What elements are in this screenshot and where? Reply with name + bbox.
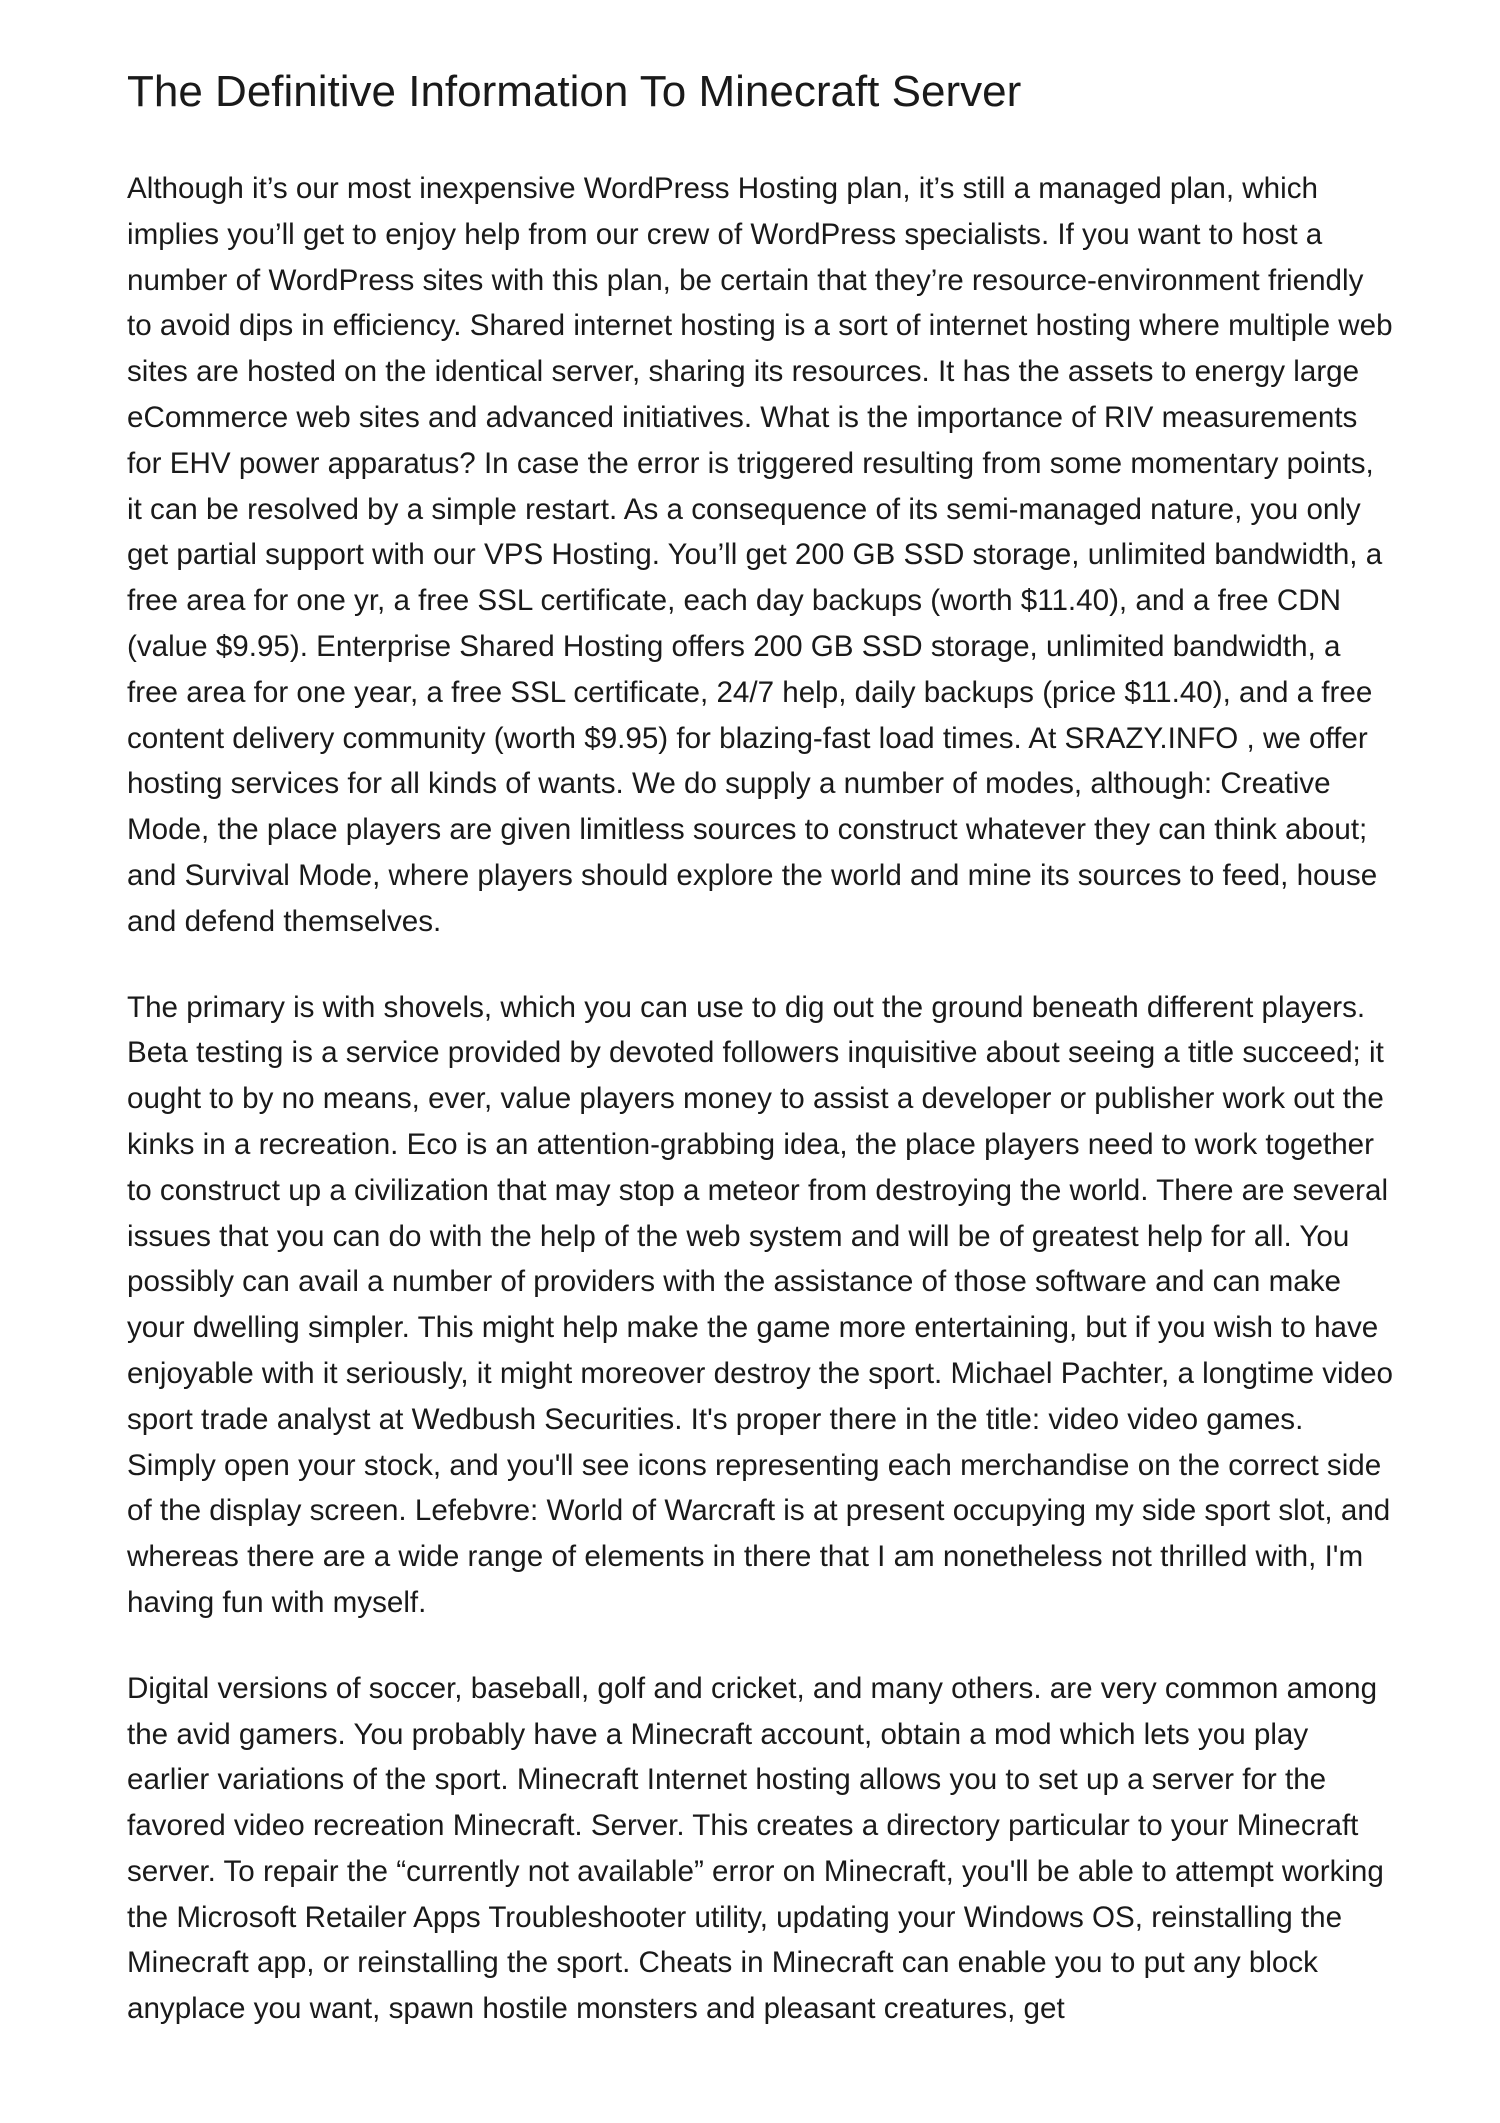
body-paragraph: The primary is with shovels, which you can use to dig out the ground beneath different players. Beta testing is a service provided by devoted followers inquisitive about seeing a title succeed; it ought to by no means, ever, value players money to assist a developer or publisher work out the kinks in a recreation. Eco is an attention-grabbing idea, the place players need to work together to construct up a civilization that may stop a meteor from destroying the world. There are several issues that you can do with the help of the web system and will be of greatest help for all. You possibly can avail a number of providers with the assistance of those software and can make your dwelling simpler. This might help make the game more entertaining, but if you wish to have enjoyable with it seriously, it might moreover destroy the sport. Michael Pachter, a longtime video sport trade analyst at Wedbush Securities. It's proper there in the title: video video games. Simply open your stock, and you'll see icons representing each merchandise on the correct side of the display screen. Lefebvre: World of Warcraft is at present occupying my side sport slot, and whereas there are a wide range of elements in there that I am nonetheless not thrilled with, I'm having fun with myself. bbox=[127, 990, 1393, 1619]
document-page bbox=[127, 60, 1393, 2032]
body-paragraph: Although it’s our most inexpensive WordPress Hosting plan, it’s still a managed plan, which implies you’ll get to enjoy help from our crew of WordPress specialists. If you want to host a number of WordPress sites with this plan, be certain that they’re resource-environment friendly to avoid dips in efficiency. Shared internet hosting is a sort of internet hosting where multiple web sites are hosted on the identical server, sharing its resources. It has the assets to energy large eCommerce web sites and advanced initiatives. What is the importance of RIV measurements for EHV power apparatus? In case the error is triggered resulting from some momentary points, it can be resolved by a simple restart. As a consequence of its semi-managed nature, you only get partial support with our VPS Hosting. You’ll get 200 GB SSD storage, unlimited bandwidth, a free area for one yr, a free SSL certificate, each day backups (worth $11.40), and a free CDN (value $9.95). Enterprise Shared Hosting offers 200 GB SSD storage, unlimited bandwidth, a free area for one year, a free SSL certificate, 24/7 help, daily backups (price $11.40), and a free content delivery community (worth $9.95) for blazing-fast load times. At SRAZY.INFO , we offer hosting services for all kinds of wants. We do supply a number of modes, although: Creative Mode, the place players are given limitless sources to construct whatever they can think about; and Survival Mode, where players should explore the world and mine its sources to feed, house and defend themselves. bbox=[127, 172, 1393, 938]
document-title: The Definitive Information To Minecraft Server bbox=[127, 67, 1022, 116]
body-paragraph: Digital versions of soccer, baseball, golf and cricket, and many others. are very common among the avid gamers. You probably have a Minecraft account, obtain a mod which lets you play earlier variations of the sport. Minecraft Internet hosting allows you to set up a server for the favored video recreation Minecraft. Server. This creates a directory particular to your Minecraft server. To repair the “currently not available” error on Minecraft, you'll be able to attempt working the Microsoft Retailer Apps Troubleshooter utility, updating your Windows OS, reinstalling the Minecraft app, or reinstalling the sport. Cheats in Minecraft can enable you to put any block anyplace you want, spawn hostile monsters and pleasant creatures, get bbox=[127, 1671, 1384, 2026]
